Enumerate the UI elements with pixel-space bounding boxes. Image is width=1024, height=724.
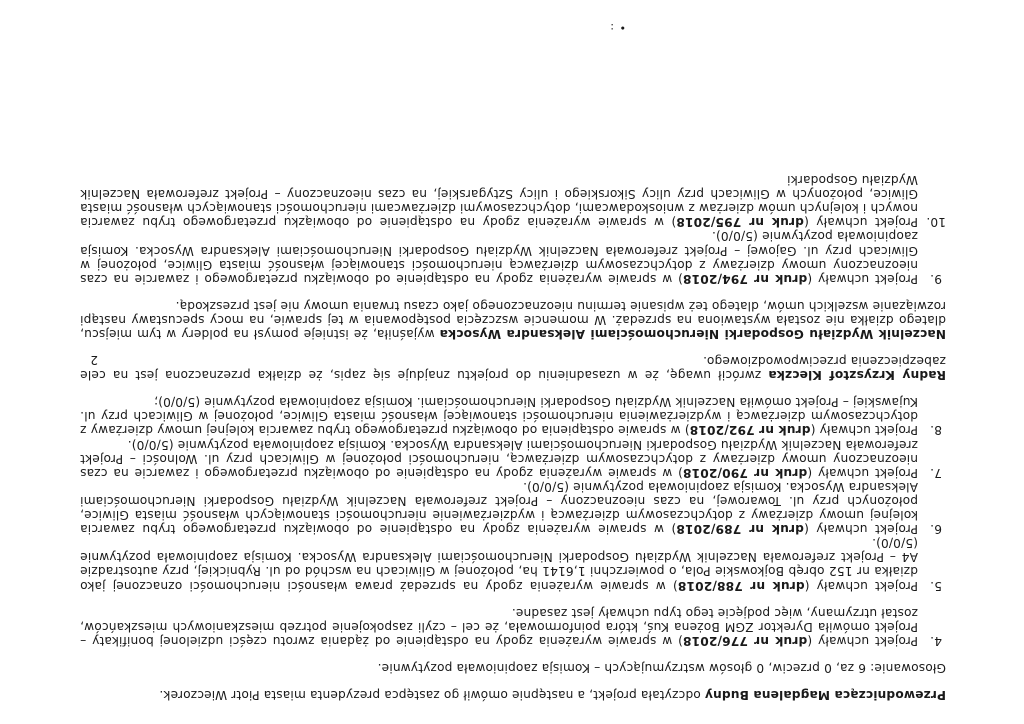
- list-item: [80, 395, 946, 437]
- item-number: 6.: [930, 522, 942, 537]
- intro-paragraph: [80, 688, 946, 702]
- remark-speaker: Radny Krzysztof Kleczka: [768, 368, 946, 383]
- list-item: [80, 229, 946, 285]
- druk-number: druk nr 794/2018: [682, 271, 808, 286]
- intro-speaker: Przewodnicząca Magdalena Budny: [704, 688, 946, 702]
- item-number: 10.: [926, 215, 946, 230]
- item-text: Projekt uchwały (druk nr 792/2018) w sprawie odstąpienia od obowiązku przetargowego trybu zawarcia kolejnej umowy dzierżawy z dotychczasowym dzierżawcą i wydzierżawienia nieruchomości stanowiącej własność miasta Gliwice, położonej w Gliwicach przy ul. Kujawskiej – Projekt omówiła Naczelnik Wydziału Gospodarki Nieruchomościami. Komisja zaopiniowała pozytywnie (5/0/0);: [79, 395, 918, 438]
- remark-speaker: Naczelnik Wydziału Gospodarki Nieruchomościami Aleksandra Wysocka: [439, 327, 946, 342]
- item-number: 8.: [930, 423, 942, 438]
- druk-number: druk nr 776/2018: [682, 633, 808, 648]
- list-item: [80, 536, 946, 592]
- intro-text: odczytała projekt, a następnie omówił go zastępca prezydenta miasta Piotr Wieczorek.: [159, 688, 705, 702]
- list-item: [80, 438, 946, 480]
- item-text: Projekt uchwały (druk nr 789/2018) w sprawie wyrażenia zgody na odstąpienie od obowiązku przetargowego trybu zawarcia kolejnej umowy dzierżawy z dotychczasowym dzierżawcą i wydzierżawienie nieruchomości stanowiących własność miasta Gliwice, położonych przy ul. Towarowej, na czas nieoznaczony – Projekt zreferowała Naczelnik Wydziału Gospodarki Nieruchomościami Aleksandra Wysocka. Komisja zaopiniowała pozytywnie (5/0/0).: [80, 479, 918, 537]
- remark-paragraph: [80, 354, 946, 382]
- item-text: Projekt uchwały (druk nr 790/2018) w sprawie wyrażenia zgody na odstąpienie od obowiązku przetargowego i zawarcie na czas nieoznaczony umowy dzierżawy z dotychczasowym dzierżawcą, nieruchomości położonej w Gliwicach przy ul. Wolności – Projekt zreferowała Naczelnik Wydziału Gospodarki Nieruchomościami Aleksandra Wysocka. Komisja zaopiniowała pozytywnie (5/0/0).: [80, 437, 918, 480]
- item-text: Projekt uchwały (druk nr 794/2018) w sprawie wyrażenia zgody na odstąpienie od obowiązku przetargowego i zawarcie na czas nieoznaczony umowy dzierżawy z dotychczasowym dzierżawcą nieruchomości stanowiącej własność miasta Gliwice, położonej w Gliwicach przy ul. Gajowej – Projekt zreferowała Naczelnik Wydziału Gospodarki Nieruchomościami Aleksandra Wysocka. Komisja zaopiniowała pozytywnie (5/0/0).: [80, 229, 918, 286]
- document-body: [80, 173, 946, 702]
- item-text: Projekt uchwały (druk nr 795/2018) w sprawie wyrażenia zgody na odstąpienie od obowiązku przetargowego trybu zawarcia nowych i kolejnych umów dzierżaw z wnioskodawcami, dotychczasowymi dzierżawcami nieruchomości stanowiących własność miasta Gliwice, położonych w Gliwicach przy ulicy Sikorskiego i ulicy Sztygarskiej, na czas nieoznaczony – Projekt zreferowała Naczelnik Wydziału Gospodarki: [80, 173, 918, 230]
- item-number: 9.: [930, 271, 942, 286]
- item-number: 4.: [930, 633, 942, 648]
- remark-paragraph: [80, 299, 946, 341]
- druk-number: druk nr 795/2018: [676, 215, 804, 230]
- druk-number: druk nr 792/2018: [689, 423, 811, 438]
- druk-number: druk nr 788/2018: [677, 578, 805, 593]
- item-number: 7.: [930, 465, 942, 480]
- druk-number: druk nr 789/2018: [676, 522, 804, 537]
- vote-result: Głosowanie: 6 za, 0 przeciw, 0 głosów wstrzymujących – Komisja zaopiniowała pozytywnie.: [377, 660, 946, 675]
- item-number: 5.: [930, 578, 942, 593]
- remark-text: wyjaśniła, że istnieje pomysł na poldery w tym miejscu, dlatego działka nie została wystawiona na sprzedaż. W momencie wszczęcia postępowania w tej sprawie, na mocy specustawy nastąpi rozwiązanie wszelkich umów, dlatego też wpisanie terminu nieoznaczonego jako czasu trwania umowy nie jest przeszkodą.: [80, 298, 946, 342]
- list-item: [80, 606, 946, 648]
- page-number: 2: [90, 353, 98, 367]
- item-text: Projekt uchwały (druk nr 788/2018) w sprawie wyrażenia zgody na sprzedaż prawa własności nieruchomości oznaczonej jako działka nr 152 obręb Bojkowskie Pola, o powierzchni 1,6141 ha, położonej w Gliwicach na wschód od ul. Rybnickiej, przy autostradzie A4 – Projekt zreferowała Naczelnik Wydziału Gospodarki Nieruchomościami Aleksandra Wysocka. Komisja zaopiniowała pozytywnie (5/0/0).: [80, 536, 918, 593]
- item-text: Projekt uchwały (druk nr 776/2018) w sprawie wyrażenia zgody na odstąpienie od żądania zwrotu części udzielonej bonifikaty – Projekt omówiła Dyrektor ZGM Bożena Kuś, która poinformowała, że cel – czyli zaspokojenie potrzeb mieszkaniowych mieszkańców, został utrzymany, więc podjęcie tego typu uchwały jest zasadne.: [79, 605, 918, 648]
- scan-marks: • :: [609, 21, 626, 34]
- list-item: [80, 173, 946, 229]
- remark-text: zwrócił uwagę, że w uzasadnieniu do projektu znajduje się zapis, że działka przeznaczona jest na cele zabezpieczenia przeciwpowodziowego.: [80, 354, 946, 383]
- druk-number: druk nr 790/2018: [682, 465, 808, 480]
- list-item: [80, 480, 946, 536]
